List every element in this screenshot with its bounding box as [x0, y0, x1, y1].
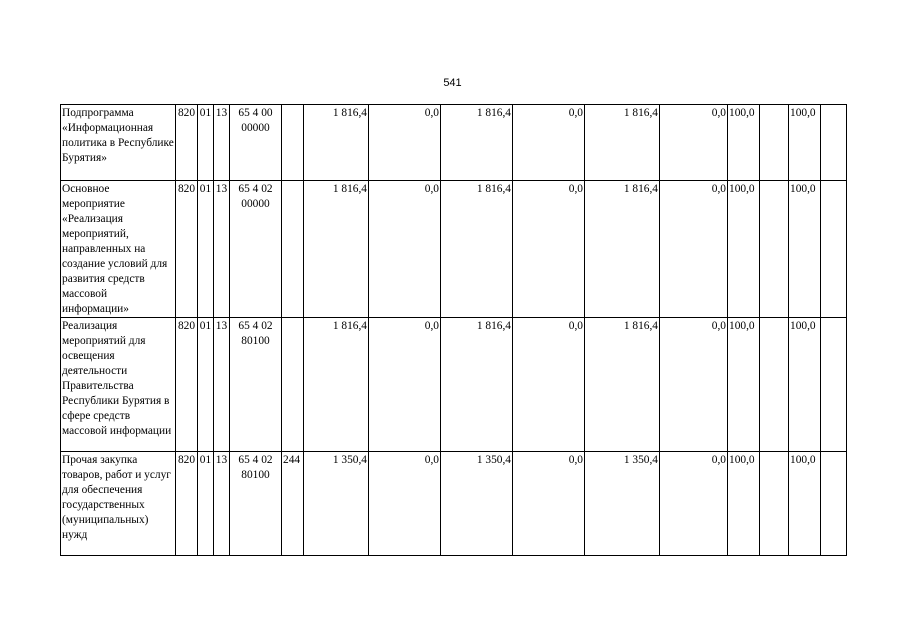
percent-4: [821, 318, 847, 452]
percent-4: [821, 452, 847, 556]
rz-code: 01: [198, 452, 214, 556]
value-3: 1 816,4: [441, 105, 513, 181]
rz-code: 01: [198, 318, 214, 452]
value-4: 0,0: [513, 105, 585, 181]
pr-code: 13: [214, 105, 230, 181]
percent-2: [760, 318, 789, 452]
value-2: 0,0: [369, 452, 441, 556]
table-row: [61, 105, 847, 181]
row-name: Основное мероприятие «Реализация мероприятий, направленных на создание условий для развития средств массовой информации»: [61, 181, 176, 318]
value-1: 1 816,4: [304, 105, 369, 181]
percent-2: [760, 181, 789, 318]
table-row: [61, 318, 847, 452]
value-6: 0,0: [660, 318, 728, 452]
value-5: 1 816,4: [585, 105, 660, 181]
value-4: 0,0: [513, 181, 585, 318]
pr-code: 13: [214, 452, 230, 556]
pr-code: 13: [214, 181, 230, 318]
percent-1: 100,0: [728, 105, 760, 181]
csr-code: 65 4 02 80100: [230, 452, 282, 556]
csr-code: 65 4 02 00000: [230, 181, 282, 318]
budget-table: [60, 104, 847, 556]
row-name: Подпрограмма «Информационная политика в Республике Бурятия»: [61, 105, 176, 181]
vr-code: [282, 318, 304, 452]
value-2: 0,0: [369, 105, 441, 181]
gr-code: 820: [176, 105, 198, 181]
value-5: 1 350,4: [585, 452, 660, 556]
percent-3: 100,0: [789, 181, 821, 318]
row-name: Прочая закупка товаров, работ и услуг для обеспечения государственных (муниципальных) нужд: [61, 452, 176, 556]
page-number: 541: [443, 77, 462, 89]
percent-4: [821, 181, 847, 318]
value-3: 1 816,4: [441, 318, 513, 452]
rz-code: 01: [198, 181, 214, 318]
value-3: 1 816,4: [441, 181, 513, 318]
pr-code: 13: [214, 318, 230, 452]
vr-code: [282, 181, 304, 318]
value-5: 1 816,4: [585, 181, 660, 318]
value-1: 1 816,4: [304, 181, 369, 318]
table-row: [61, 452, 847, 556]
percent-3: 100,0: [789, 452, 821, 556]
vr-code: 244: [282, 452, 304, 556]
value-5: 1 816,4: [585, 318, 660, 452]
percent-1: 100,0: [728, 452, 760, 556]
percent-1: 100,0: [728, 181, 760, 318]
value-1: 1 816,4: [304, 318, 369, 452]
table-row: [61, 181, 847, 318]
percent-3: 100,0: [789, 105, 821, 181]
row-name: Реализация мероприятий для освещения деятельности Правительства Республики Бурятия в сфере средств массовой информации: [61, 318, 176, 452]
value-3: 1 350,4: [441, 452, 513, 556]
gr-code: 820: [176, 181, 198, 318]
value-6: 0,0: [660, 181, 728, 318]
value-4: 0,0: [513, 452, 585, 556]
gr-code: 820: [176, 318, 198, 452]
value-6: 0,0: [660, 452, 728, 556]
value-2: 0,0: [369, 181, 441, 318]
rz-code: 01: [198, 105, 214, 181]
percent-3: 100,0: [789, 318, 821, 452]
percent-2: [760, 105, 789, 181]
vr-code: [282, 105, 304, 181]
value-1: 1 350,4: [304, 452, 369, 556]
csr-code: 65 4 00 00000: [230, 105, 282, 181]
value-4: 0,0: [513, 318, 585, 452]
percent-2: [760, 452, 789, 556]
percent-1: 100,0: [728, 318, 760, 452]
value-6: 0,0: [660, 105, 728, 181]
value-2: 0,0: [369, 318, 441, 452]
percent-4: [821, 105, 847, 181]
csr-code: 65 4 02 80100: [230, 318, 282, 452]
gr-code: 820: [176, 452, 198, 556]
